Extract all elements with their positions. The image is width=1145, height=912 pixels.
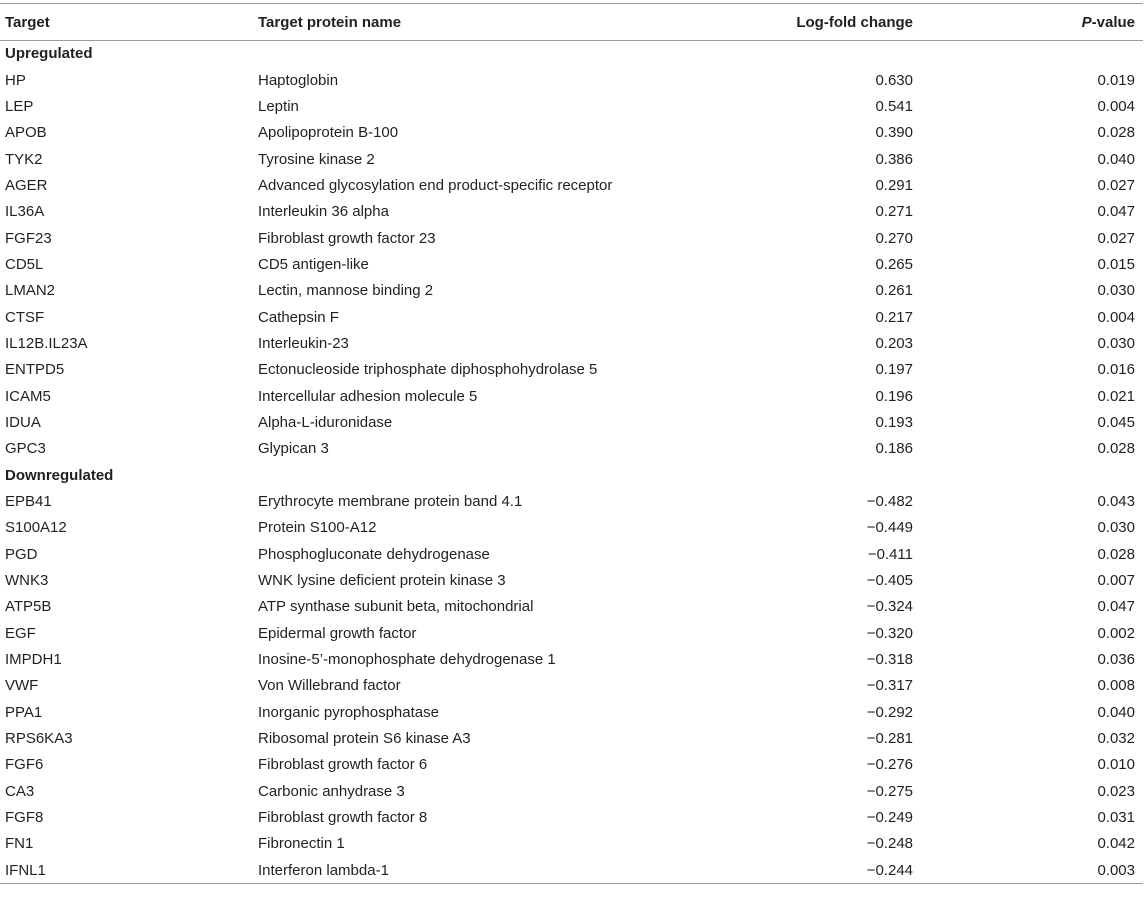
cell-p-value: 0.028 xyxy=(1097,545,1135,563)
cell-p-value: 0.004 xyxy=(1097,308,1135,326)
cell-p-value: 0.010 xyxy=(1097,756,1135,774)
cell-log-fold-change: 0.261 xyxy=(875,282,913,300)
cell-p-value: 0.047 xyxy=(1097,598,1135,616)
cell-target: TYK2 xyxy=(5,150,43,168)
cell-target: FGF6 xyxy=(5,756,44,774)
cell-protein-name: Fibroblast growth factor 23 xyxy=(258,229,436,247)
cell-p-value: 0.004 xyxy=(1097,97,1135,115)
table-row xyxy=(0,330,1143,356)
cell-target: CA3 xyxy=(5,782,35,800)
table-row xyxy=(0,225,1143,251)
cell-p-value: 0.030 xyxy=(1097,282,1135,300)
table-row xyxy=(0,383,1143,409)
cell-p-value: 0.027 xyxy=(1097,229,1135,247)
cell-log-fold-change: 0.630 xyxy=(875,71,913,89)
cell-log-fold-change: −0.449 xyxy=(866,519,913,537)
table-row xyxy=(0,804,1143,830)
cell-target: FN1 xyxy=(5,835,34,853)
cell-log-fold-change: −0.320 xyxy=(866,624,913,642)
cell-log-fold-change: 0.541 xyxy=(875,97,913,115)
cell-p-value: 0.015 xyxy=(1097,255,1135,273)
header-log-fold-change: Log-fold change xyxy=(790,4,1005,41)
cell-protein-name: Apolipoprotein B-100 xyxy=(258,124,399,142)
table-row xyxy=(0,778,1143,804)
cell-target: IL12B.IL23A xyxy=(5,334,88,352)
cell-log-fold-change: 0.196 xyxy=(875,387,913,405)
cell-protein-name: Inosine-5’-monophosphate dehydrogenase 1 xyxy=(258,651,556,669)
cell-protein-name: Carbonic anhydrase 3 xyxy=(258,782,405,800)
cell-target: AGER xyxy=(5,176,48,194)
cell-target: ENTPD5 xyxy=(5,361,65,379)
cell-p-value: 0.043 xyxy=(1097,493,1135,511)
cell-log-fold-change: −0.244 xyxy=(790,857,1005,883)
cell-target: ICAM5 xyxy=(5,387,51,405)
cell-protein-name: Glypican 3 xyxy=(258,440,329,458)
cell-target: FGF8 xyxy=(5,809,44,827)
cell-target: ATP5B xyxy=(5,598,52,616)
table-row xyxy=(0,67,1143,93)
table-row xyxy=(0,436,1143,462)
section-label: Downregulated xyxy=(5,466,114,484)
table-row xyxy=(0,304,1143,330)
cell-log-fold-change: −0.275 xyxy=(866,782,913,800)
cell-protein-name: Interferon lambda-1 xyxy=(258,857,790,883)
table-row xyxy=(0,488,1143,514)
cell-p-value: 0.027 xyxy=(1097,176,1135,194)
cell-p-value: 0.003 xyxy=(1005,857,1143,883)
cell-p-value: 0.032 xyxy=(1097,730,1135,748)
cell-protein-name: Leptin xyxy=(258,97,299,115)
table-row xyxy=(0,673,1143,699)
section-row xyxy=(0,462,1143,488)
cell-p-value: 0.036 xyxy=(1097,651,1135,669)
table-row xyxy=(0,120,1143,146)
table-row xyxy=(0,857,1143,883)
cell-log-fold-change: 0.386 xyxy=(875,150,913,168)
cell-protein-name: Haptoglobin xyxy=(258,71,339,89)
cell-target: CTSF xyxy=(5,308,45,326)
cell-protein-name: Epidermal growth factor xyxy=(258,624,417,642)
cell-target: LEP xyxy=(5,97,34,115)
table-row xyxy=(0,199,1143,225)
cell-log-fold-change: 0.203 xyxy=(875,334,913,352)
cell-p-value: 0.019 xyxy=(1097,71,1135,89)
cell-p-value: 0.028 xyxy=(1097,124,1135,142)
table-row xyxy=(0,646,1143,672)
cell-p-value: 0.042 xyxy=(1097,835,1135,853)
table-row xyxy=(0,251,1143,277)
cell-p-value: 0.008 xyxy=(1097,677,1135,695)
cell-target: CD5L xyxy=(5,255,44,273)
table-row xyxy=(0,752,1143,778)
cell-target: WNK3 xyxy=(5,572,49,590)
header-protein-name: Target protein name xyxy=(258,4,790,41)
cell-log-fold-change: −0.248 xyxy=(866,835,913,853)
table-row xyxy=(0,620,1143,646)
cell-protein-name: WNK lysine deficient protein kinase 3 xyxy=(258,572,506,590)
cell-log-fold-change: −0.482 xyxy=(866,493,913,511)
section-label: Upregulated xyxy=(5,45,93,63)
cell-protein-name: Interleukin-23 xyxy=(258,334,349,352)
cell-target: VWF xyxy=(5,677,39,695)
cell-protein-name: Alpha-L-iduronidase xyxy=(258,413,393,431)
cell-target: S100A12 xyxy=(5,519,67,537)
cell-p-value: 0.016 xyxy=(1097,361,1135,379)
cell-protein-name: CD5 antigen-like xyxy=(258,255,369,273)
cell-p-value: 0.002 xyxy=(1097,624,1135,642)
cell-log-fold-change: 0.265 xyxy=(875,255,913,273)
cell-log-fold-change: 0.197 xyxy=(875,361,913,379)
cell-p-value: 0.047 xyxy=(1097,203,1135,221)
cell-target: EPB41 xyxy=(5,493,52,511)
cell-target: PPA1 xyxy=(5,703,43,721)
cell-protein-name: Lectin, mannose binding 2 xyxy=(258,282,434,300)
header-row xyxy=(0,4,1143,41)
cell-log-fold-change: −0.249 xyxy=(866,809,913,827)
cell-protein-name: Interleukin 36 alpha xyxy=(258,203,389,221)
cell-log-fold-change: 0.193 xyxy=(875,413,913,431)
cell-log-fold-change: 0.186 xyxy=(875,440,913,458)
cell-protein-name: Advanced glycosylation end product-specific receptor xyxy=(258,176,613,194)
table-row xyxy=(0,541,1143,567)
cell-log-fold-change: −0.276 xyxy=(866,756,913,774)
cell-target: IMPDH1 xyxy=(5,651,62,669)
cell-target: APOB xyxy=(5,124,47,142)
table-row xyxy=(0,409,1143,435)
results-table-container xyxy=(0,3,1143,884)
table-row xyxy=(0,567,1143,593)
cell-log-fold-change: −0.318 xyxy=(866,651,913,669)
cell-p-value: 0.040 xyxy=(1097,703,1135,721)
cell-protein-name: Inorganic pyrophosphatase xyxy=(258,703,439,721)
header-p-value xyxy=(1005,4,1143,41)
cell-target: IDUA xyxy=(5,413,41,431)
table-header xyxy=(0,4,1143,41)
cell-target: IFNL1 xyxy=(0,857,258,883)
table-row xyxy=(0,594,1143,620)
table-row xyxy=(0,725,1143,751)
cell-log-fold-change: −0.324 xyxy=(866,598,913,616)
cell-protein-name: Fibroblast growth factor 6 xyxy=(258,756,428,774)
table-row xyxy=(0,357,1143,383)
cell-protein-name: Tyrosine kinase 2 xyxy=(258,150,375,168)
table-row xyxy=(0,515,1143,541)
cell-target: PGD xyxy=(5,545,38,563)
table-row xyxy=(0,172,1143,198)
cell-protein-name: ATP synthase subunit beta, mitochondrial xyxy=(258,598,534,616)
cell-log-fold-change: 0.390 xyxy=(875,124,913,142)
cell-p-value: 0.031 xyxy=(1097,809,1135,827)
cell-log-fold-change: 0.291 xyxy=(875,176,913,194)
cell-log-fold-change: −0.411 xyxy=(867,545,913,563)
table-row xyxy=(0,146,1143,172)
section-row xyxy=(0,41,1143,67)
cell-protein-name: Phosphogluconate dehydrogenase xyxy=(258,545,490,563)
cell-protein-name: Protein S100-A12 xyxy=(258,519,377,537)
cell-protein-name: Von Willebrand factor xyxy=(258,677,401,695)
cell-protein-name: Intercellular adhesion molecule 5 xyxy=(258,387,478,405)
table-row xyxy=(0,93,1143,119)
cell-target: EGF xyxy=(5,624,36,642)
cell-p-value: 0.045 xyxy=(1097,413,1135,431)
cell-p-value: 0.040 xyxy=(1097,150,1135,168)
table-row xyxy=(0,699,1143,725)
cell-log-fold-change: 0.217 xyxy=(875,308,913,326)
cell-protein-name: Fibronectin 1 xyxy=(258,835,345,853)
cell-p-value: 0.028 xyxy=(1097,440,1135,458)
cell-p-value: 0.007 xyxy=(1097,572,1135,590)
cell-protein-name: Fibroblast growth factor 8 xyxy=(258,809,428,827)
table-row xyxy=(0,278,1143,304)
cell-protein-name: Ectonucleoside triphosphate diphosphohydrolase 5 xyxy=(258,361,598,379)
protein-table xyxy=(0,3,1143,884)
cell-log-fold-change: −0.405 xyxy=(866,572,913,590)
cell-target: HP xyxy=(5,71,26,89)
cell-log-fold-change: −0.292 xyxy=(866,703,913,721)
cell-target: IL36A xyxy=(5,203,45,221)
header-target: Target xyxy=(0,4,258,41)
cell-p-value: 0.021 xyxy=(1097,387,1135,405)
cell-p-value: 0.030 xyxy=(1097,334,1135,352)
cell-p-value: 0.030 xyxy=(1097,519,1135,537)
cell-log-fold-change: −0.281 xyxy=(866,730,913,748)
cell-protein-name: Ribosomal protein S6 kinase A3 xyxy=(258,730,471,748)
cell-target: FGF23 xyxy=(5,229,52,247)
cell-log-fold-change: 0.271 xyxy=(875,203,913,221)
cell-target: LMAN2 xyxy=(5,282,56,300)
cell-log-fold-change: 0.270 xyxy=(875,229,913,247)
table-body xyxy=(0,41,1143,884)
header-p-italic: P xyxy=(1081,13,1092,31)
cell-protein-name: Erythrocyte membrane protein band 4.1 xyxy=(258,493,523,511)
cell-target: GPC3 xyxy=(5,440,46,458)
cell-log-fold-change: −0.317 xyxy=(866,677,913,695)
table-row xyxy=(0,831,1143,857)
header-p-rest: -value xyxy=(1091,13,1135,31)
cell-protein-name: Cathepsin F xyxy=(258,308,339,326)
cell-target: RPS6KA3 xyxy=(5,730,73,748)
cell-p-value: 0.023 xyxy=(1097,782,1135,800)
